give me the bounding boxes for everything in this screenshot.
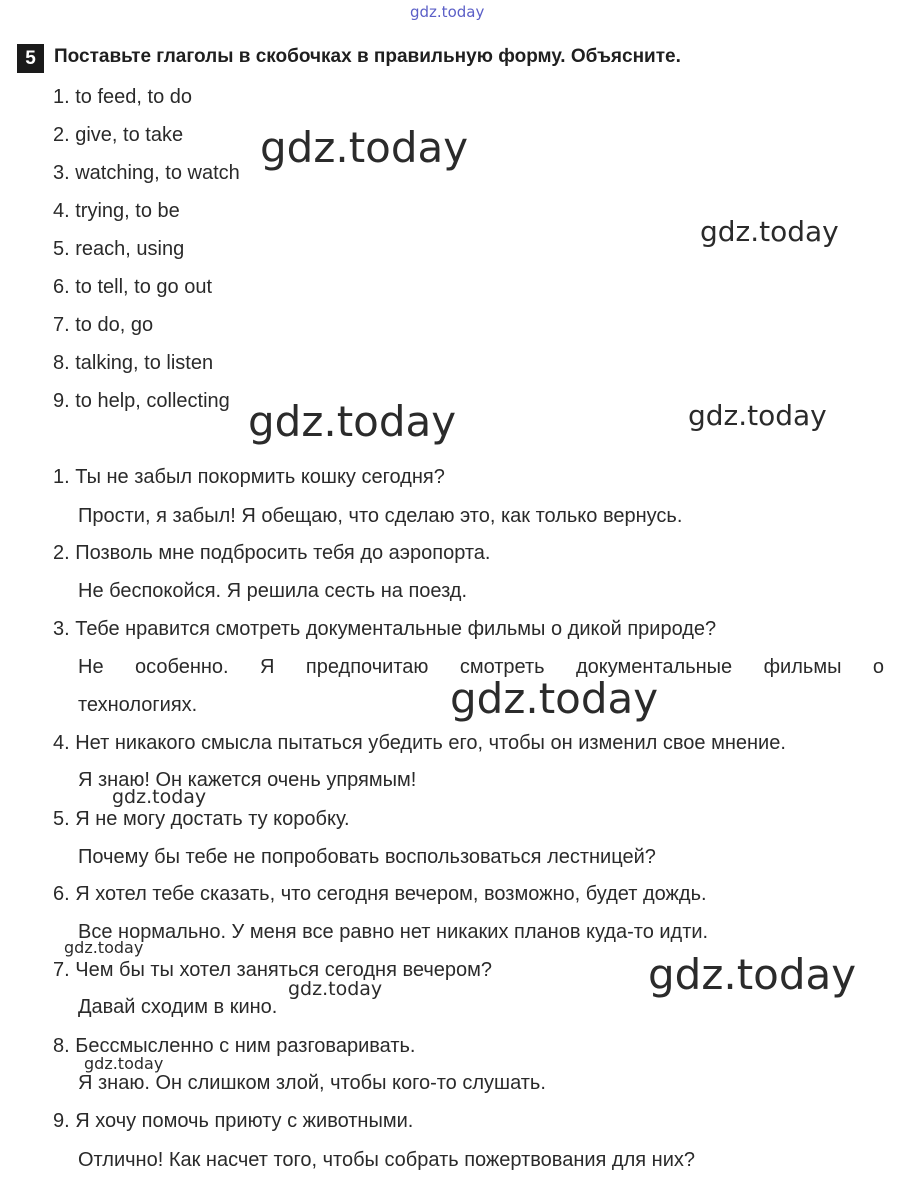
translation-answer: Все нормально. У меня все равно нет никаких планов куда-то идти. <box>78 921 709 943</box>
watermark: gdz.today <box>700 215 839 248</box>
answer-item: 5. reach, using <box>53 238 185 260</box>
translation-answer: Я знаю! Он кажется очень упрямым! <box>78 769 417 791</box>
watermark: gdz.today <box>84 1054 164 1073</box>
translation-answer-continued: технологиях. <box>78 694 198 716</box>
translation-question: 6. Я хотел тебе сказать, что сегодня вечером, возможно, будет дождь. <box>53 883 707 905</box>
translation-answer: Не особенно. Я предпочитаю смотреть документальные фильмы о <box>78 656 884 678</box>
watermark: gdz.today <box>450 674 659 723</box>
watermark: gdz.today <box>112 786 207 808</box>
answer-item: 1. to feed, to do <box>53 86 192 108</box>
translation-answer: Давай сходим в кино. <box>78 996 278 1018</box>
translation-answer: Я знаю. Он слишком злой, чтобы кого-то слушать. <box>78 1072 546 1094</box>
translation-question: 2. Позволь мне подбросить тебя до аэропорта. <box>53 542 491 564</box>
answer-item: 3. watching, to watch <box>53 162 240 184</box>
translation-question: 3. Тебе нравится смотреть документальные фильмы о дикой природе? <box>53 618 717 640</box>
answer-item: 6. to tell, to go out <box>53 276 212 298</box>
translation-question: 1. Ты не забыл покормить кошку сегодня? <box>53 466 445 488</box>
translation-question: 7. Чем бы ты хотел заняться сегодня вечером? <box>53 959 492 981</box>
watermark: gdz.today <box>260 123 469 172</box>
watermark: gdz.today <box>64 938 144 957</box>
answer-item: 9. to help, collecting <box>53 390 230 412</box>
translation-answer: Не беспокойся. Я решила сесть на поезд. <box>78 580 468 602</box>
translation-question: 8. Бессмысленно с ним разговаривать. <box>53 1035 416 1057</box>
translation-question: 4. Нет никакого смысла пытаться убедить его, чтобы он изменил свое мнение. <box>53 732 786 754</box>
answer-item: 8. talking, to listen <box>53 352 214 374</box>
translation-answer: Отлично! Как насчет того, чтобы собрать пожертвования для них? <box>78 1149 695 1171</box>
exercise-title: Поставьте глаголы в скобочках в правильную форму. Объясните. <box>54 46 681 67</box>
watermark: gdz.today <box>648 950 857 999</box>
translation-question: 9. Я хочу помочь приюту с животными. <box>53 1110 414 1132</box>
watermark: gdz.today <box>248 397 457 446</box>
translation-answer: Почему бы тебе не попробовать воспользоваться лестницей? <box>78 846 656 868</box>
answer-item: 4. trying, to be <box>53 200 180 222</box>
watermark: gdz.today <box>288 978 383 1000</box>
answer-item: 2. give, to take <box>53 124 184 146</box>
translation-question: 5. Я не могу достать ту коробку. <box>53 808 350 830</box>
exercise-number-badge: 5 <box>17 44 44 73</box>
translation-answer: Прости, я забыл! Я обещаю, что сделаю это, как только вернусь. <box>78 505 683 527</box>
watermark: gdz.today <box>688 399 827 432</box>
watermark-top: gdz.today <box>410 3 485 21</box>
answer-item: 7. to do, go <box>53 314 154 336</box>
